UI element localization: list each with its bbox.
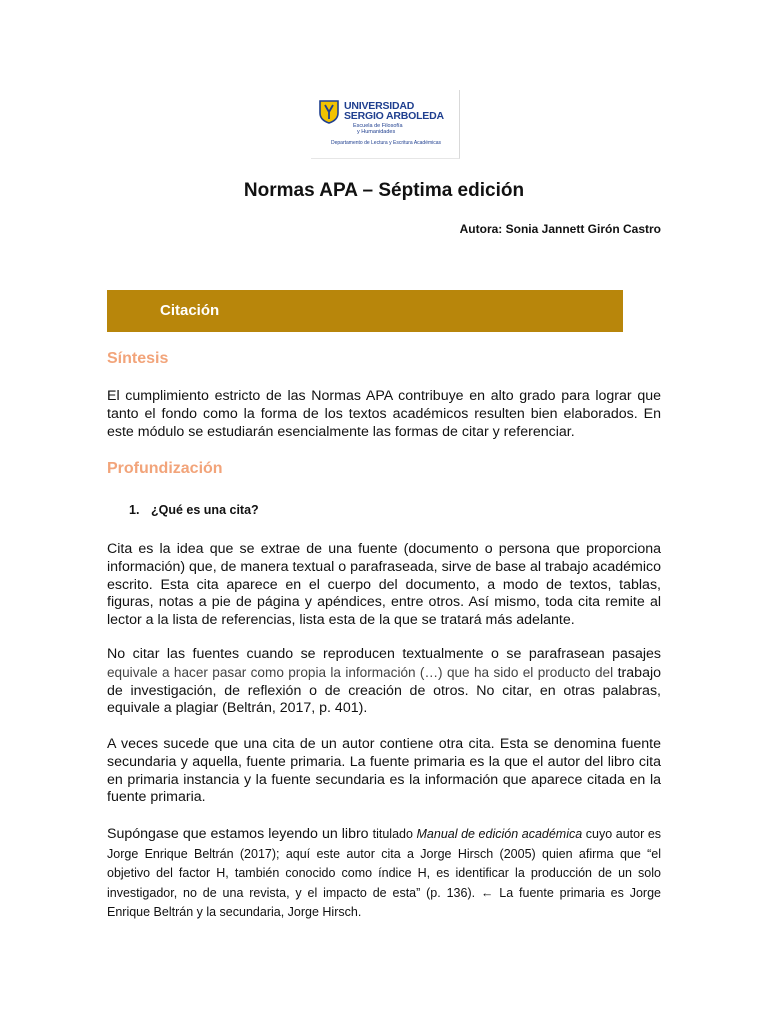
quote-part-3: trabajo de investigación, de reflexión o de creación de otros. No citar, en otras palabras, equivale a plagiar (Beltrán, 2017, p. 401).	[107, 664, 661, 717]
example-part-2: titulado	[372, 827, 417, 841]
heading-sintesis: Síntesis	[107, 350, 169, 367]
section-banner	[107, 290, 623, 332]
quote-part-1: No citar las fuentes cuando se reproducen textualmente o se parafrasean pasajes	[107, 646, 661, 662]
paragraph-quote	[107, 646, 661, 718]
list-item-text: ¿Qué es una cita?	[151, 503, 259, 517]
example-book-title: Manual de edición académica	[416, 827, 583, 841]
logo-line-1: UNIVERSIDAD	[344, 100, 415, 112]
paragraph-sintesis: El cumplimiento estricto de las Normas APA contribuye en alto grado para lograr que tanto el fondo como la forma de los textos académicos resulten bien elaborados. En este módulo se estudiarán esencialmente las formas de citar y referenciar.	[107, 388, 661, 440]
paragraph-sources: A veces sucede que una cita de un autor contiene otra cita. Esta se denomina fuente secundaria y aquella, fuente primaria. La fuente primaria es la que el autor del libro cita en primaria instancia y la fuente secundaria es la información que aparece citada en la fuente primaria.	[107, 736, 661, 806]
quote-part-2: equivale a hacer pasar como propia la información (…) que ha sido el producto del	[107, 664, 614, 680]
university-shield-icon	[319, 100, 339, 124]
logo-school-line-1: Escuela de Filosofía	[353, 123, 403, 129]
logo-department: Departamento de Lectura y Escritura Académicas	[331, 140, 442, 146]
example-part-1: Supóngase que estamos leyendo un libro	[107, 826, 373, 842]
author-line: Autora: Sonia Jannett Girón Castro	[459, 222, 661, 236]
paragraph-definition: Cita es la idea que se extrae de una fuente (documento o persona que proporciona información) que, de manera textual o parafraseada, sirve de base al trabajo académico escrito. Esta cita aparece en el cuerpo del documento, a modo de textos, tablas, figuras, notas a pie de página y apéndices, entre otros. Así mismo, toda cita remite al lector a la lista de referencias, lista esta de la que se tratará más adelante.	[107, 541, 661, 629]
logo-line-2: SERGIO ARBOLEDA	[344, 110, 444, 122]
paragraph-example	[107, 825, 661, 923]
example-part-3: cuyo autor es Jorge Enrique Beltrán (2017); aquí este autor cita a Jorge Hirsch (2005) quien afirma que “el objetivo del factor H, también conocido como índice H, es identificar la producción de un solo investigador, no de una revista, y el impacto de esta” (p. 136). ← La fuente primaria es Jorge Enrique Beltrán y la secundaria, Jorge Hirsch.	[107, 827, 662, 919]
logo-school-line-2: y Humanidades	[357, 129, 396, 135]
document-title: Normas APA – Séptima edición	[243, 180, 525, 201]
section-banner-label: Citación	[160, 302, 220, 319]
university-logo	[311, 90, 460, 159]
list-item	[129, 503, 259, 517]
heading-profundizacion: Profundización	[107, 460, 223, 477]
list-item-number: 1.	[129, 503, 140, 517]
